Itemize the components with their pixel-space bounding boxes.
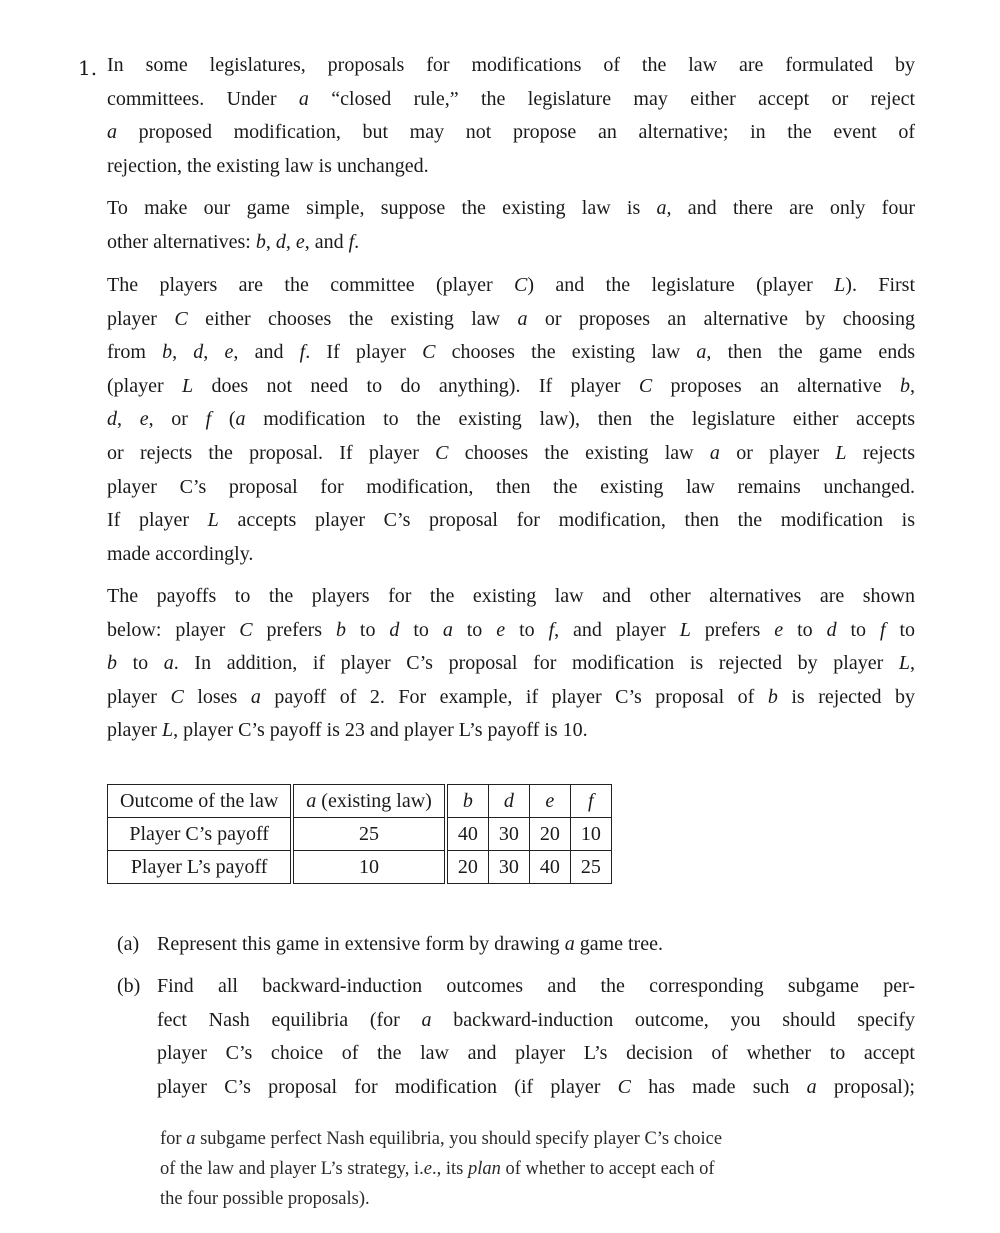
text-line: other alternatives: b, d, e, and f. <box>107 230 360 253</box>
text-line: or rejects the proposal. If player C chooses the existing law a or player L rejects <box>107 441 916 464</box>
text-line: In some legislatures, proposals for modifications of the law are formulated by <box>107 54 915 76</box>
table-row-label: Player L’s payoff <box>108 851 293 884</box>
text-line: The players are the committee (player C) and the legislature (player L). First <box>107 274 915 296</box>
table-row <box>108 851 612 884</box>
text-line: the four possible proposals). <box>160 1189 370 1209</box>
text-line: To make our game simple, suppose the existing law is a, and there are only four <box>107 197 916 219</box>
text-line: b to a. In addition, if player C’s proposal for modification is rejected by player L, <box>107 652 915 675</box>
table-cell: 10 <box>292 851 446 884</box>
text-line: player C’s proposal for modification (if player C has made such a proposal); <box>157 1075 915 1098</box>
table-cell: 25 <box>570 851 611 884</box>
paragraph-intro <box>107 49 915 183</box>
paragraph-players <box>107 269 915 571</box>
table-header-cell: e <box>529 785 570 818</box>
text-line: committees. Under a “closed rule,” the legislature may either accept or reject <box>107 87 915 110</box>
table-header-cell: Outcome of the law <box>108 785 293 818</box>
text-line: player C’s choice of the law and player L’s decision of whether to accept <box>157 1042 915 1065</box>
text-line: player L, player C’s payoff is 23 and player L’s payoff is 10. <box>107 719 588 742</box>
table-cell: 20 <box>446 851 489 884</box>
table-cell: 10 <box>570 818 611 851</box>
text-line: made accordingly. <box>107 542 254 565</box>
table-cell: 20 <box>529 818 570 851</box>
paragraph-payoffs <box>107 580 915 748</box>
text-line: player C’s proposal for modification, then the existing law remains unchanged. <box>107 475 915 498</box>
subquestion-label: (b) <box>117 975 141 997</box>
subquestion-a <box>117 928 915 962</box>
text-line: player C loses a payoff of 2. For example, if player C’s proposal of b is rejected by <box>107 685 915 708</box>
text-line: The payoffs to the players for the existing law and other alternatives are shown <box>107 585 915 607</box>
table-row-label: Player C’s payoff <box>108 818 293 851</box>
table-cell: 40 <box>529 851 570 884</box>
table-header-cell: f <box>570 785 611 818</box>
paragraph-setup <box>107 192 915 259</box>
text-line: from b, d, e, and f. If player C chooses the existing law a, then the game ends <box>107 341 916 364</box>
table-header-cell: a (existing law) <box>292 785 446 818</box>
text-line: for a subgame perfect Nash equilibria, you should specify player C’s choice <box>160 1129 723 1149</box>
text-line: Represent this game in extensive form by drawing a game tree. <box>157 933 663 955</box>
table-cell: 30 <box>488 818 529 851</box>
table-cell: 25 <box>292 818 446 851</box>
subquestion-b-continuation <box>160 1124 860 1214</box>
text-line: Find all backward-induction outcomes and the corresponding subgame per- <box>157 975 915 997</box>
text-line: player C either chooses the existing law a or proposes an alternative by choosing <box>107 307 915 330</box>
text-line: below: player C prefers b to d to a to e to f, and player L prefers e to d to f to <box>107 618 916 641</box>
text-line: of the law and player L’s strategy, i.e., its plan of whether to accept each of <box>160 1159 715 1179</box>
text-line: rejection, the existing law is unchanged. <box>107 154 429 177</box>
table-cell: 40 <box>446 818 489 851</box>
text-line: d, e, or f (a modification to the existing law), then the legislature either accepts <box>107 408 915 431</box>
text-line: (player L does not need to do anything). If player C proposes an alternative b, <box>107 374 916 397</box>
subquestion-label: (a) <box>117 933 140 955</box>
table-header-row <box>108 785 612 818</box>
table-cell: 30 <box>488 851 529 884</box>
text-line: If player L accepts player C’s proposal for modification, then the modification is <box>107 509 915 532</box>
problem-number: 1. <box>78 56 98 80</box>
table-header-cell: b <box>446 785 489 818</box>
table-row <box>108 818 612 851</box>
subquestion-b <box>117 970 915 1104</box>
text-line: a proposed modification, but may not propose an alternative; in the event of <box>107 121 915 144</box>
text-line: fect Nash equilibria (for a backward-induction outcome, you should specify <box>157 1008 915 1031</box>
payoff-table <box>107 784 612 884</box>
table-header-cell: d <box>488 785 529 818</box>
